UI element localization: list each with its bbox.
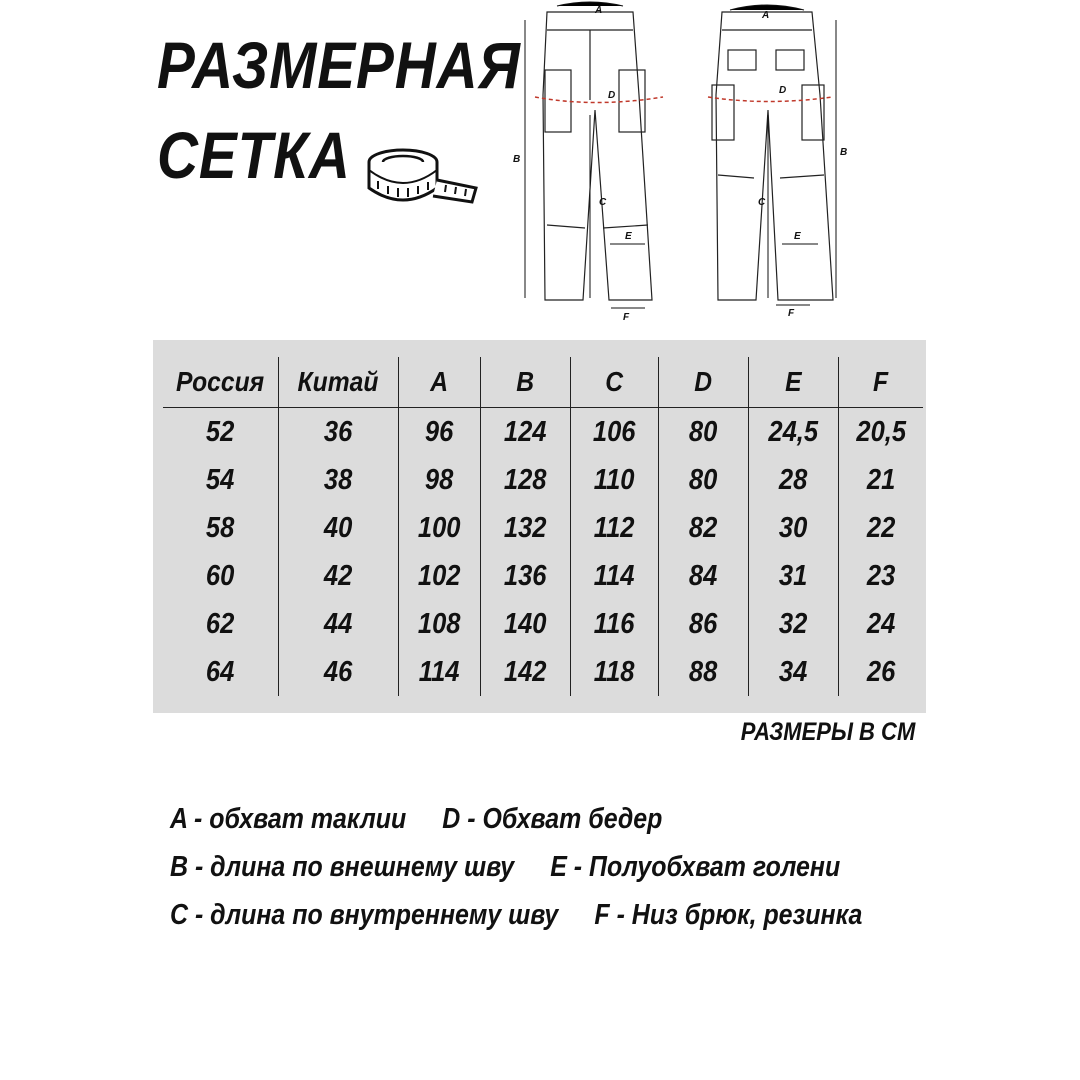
diagram-label-e: E xyxy=(625,231,632,242)
table-cell: 54 xyxy=(163,456,278,504)
table-cell: 28 xyxy=(748,456,838,504)
legend-item-c: C - длина по внутреннему шву xyxy=(170,899,559,931)
table-cell: 128 xyxy=(480,456,570,504)
table-cell: 34 xyxy=(748,648,838,696)
legend-item-a: A - обхват таклии xyxy=(170,803,407,835)
diagram-label-f: F xyxy=(623,312,630,323)
table-cell: 114 xyxy=(398,648,480,696)
table-cell: 62 xyxy=(163,600,278,648)
column-header: B xyxy=(480,357,570,408)
table-cell: 100 xyxy=(398,504,480,552)
units-note: РАЗМЕРЫ В СМ xyxy=(740,718,915,746)
table-cell: 142 xyxy=(480,648,570,696)
column-header: C xyxy=(570,357,658,408)
table-cell: 112 xyxy=(570,504,658,552)
diagram-label-c: C xyxy=(599,197,607,208)
table-cell: 42 xyxy=(278,552,398,600)
table-cell: 21 xyxy=(866,464,895,496)
table-row xyxy=(163,456,923,504)
table-cell: 44 xyxy=(278,600,398,648)
diagram-label-a: A xyxy=(762,10,770,21)
diagram-label-f: F xyxy=(788,308,795,319)
legend-item-d: D - Обхват бедер xyxy=(442,803,663,835)
table-cell: 24,5 xyxy=(748,408,838,457)
table-row xyxy=(163,552,923,600)
table-row xyxy=(163,600,923,648)
table-row xyxy=(163,504,923,552)
diagram-label-b: B xyxy=(513,154,521,165)
page-title-line-2: СЕТКА xyxy=(157,118,351,192)
diagram-label-c: C xyxy=(758,197,766,208)
pants-back-diagram xyxy=(690,0,870,325)
table-cell: 106 xyxy=(570,408,658,457)
table-cell: 88 xyxy=(658,648,748,696)
pants-front-diagram xyxy=(505,0,685,325)
table-cell: 46 xyxy=(278,648,398,696)
diagram-label-a: A xyxy=(595,5,603,16)
legend-item-f: F - Низ брюк, резинка xyxy=(594,899,863,931)
table-header-row xyxy=(163,357,923,408)
table-cell: 80 xyxy=(658,456,748,504)
column-header: Китай xyxy=(278,357,398,408)
table-cell: 110 xyxy=(570,456,658,504)
diagram-label-b: B xyxy=(840,147,848,158)
table-cell: 30 xyxy=(748,504,838,552)
column-header: E xyxy=(748,357,838,408)
table-cell: 98 xyxy=(398,456,480,504)
table-cell: 96 xyxy=(398,408,480,457)
table-cell: 20,5 xyxy=(855,416,906,448)
diagram-label-d: D xyxy=(779,85,787,96)
table-cell: 118 xyxy=(570,648,658,696)
table-cell: 140 xyxy=(480,600,570,648)
diagram-label-d: D xyxy=(608,90,616,101)
table-cell: 84 xyxy=(658,552,748,600)
table-row xyxy=(163,408,923,457)
table-cell: 38 xyxy=(278,456,398,504)
table-cell: 26 xyxy=(866,656,895,688)
size-table xyxy=(163,357,923,696)
table-cell: 124 xyxy=(480,408,570,457)
table-cell: 22 xyxy=(866,512,895,544)
table-cell: 102 xyxy=(398,552,480,600)
table-cell: 58 xyxy=(163,504,278,552)
legend-row xyxy=(170,851,840,884)
legend-item-b: B - длина по внешнему шву xyxy=(170,851,515,883)
legend-item-e: E - Полуобхват голени xyxy=(550,851,841,883)
table-cell: 31 xyxy=(748,552,838,600)
legend-row xyxy=(170,803,662,836)
table-cell: 36 xyxy=(278,408,398,457)
table-row xyxy=(163,648,923,696)
table-cell: 116 xyxy=(570,600,658,648)
table-cell: 32 xyxy=(748,600,838,648)
table-cell: 60 xyxy=(163,552,278,600)
table-cell: 136 xyxy=(480,552,570,600)
diagram-label-e: E xyxy=(794,231,801,242)
table-cell: 82 xyxy=(658,504,748,552)
column-header: Россия xyxy=(163,357,278,408)
column-header: A xyxy=(398,357,480,408)
table-cell: 80 xyxy=(658,408,748,457)
table-cell: 114 xyxy=(570,552,658,600)
table-cell: 24 xyxy=(866,608,895,640)
page-title-line-1: РАЗМЕРНАЯ xyxy=(157,28,521,102)
table-cell: 23 xyxy=(866,560,895,592)
size-table-panel xyxy=(153,340,926,713)
legend-row xyxy=(170,899,862,932)
table-cell: 52 xyxy=(163,408,278,457)
table-cell: 86 xyxy=(658,600,748,648)
table-cell: 40 xyxy=(278,504,398,552)
table-cell: 108 xyxy=(398,600,480,648)
measuring-tape-icon xyxy=(358,140,483,225)
column-header: D xyxy=(658,357,748,408)
column-header: F xyxy=(838,357,923,408)
table-cell: 132 xyxy=(480,504,570,552)
table-cell: 64 xyxy=(163,648,278,696)
